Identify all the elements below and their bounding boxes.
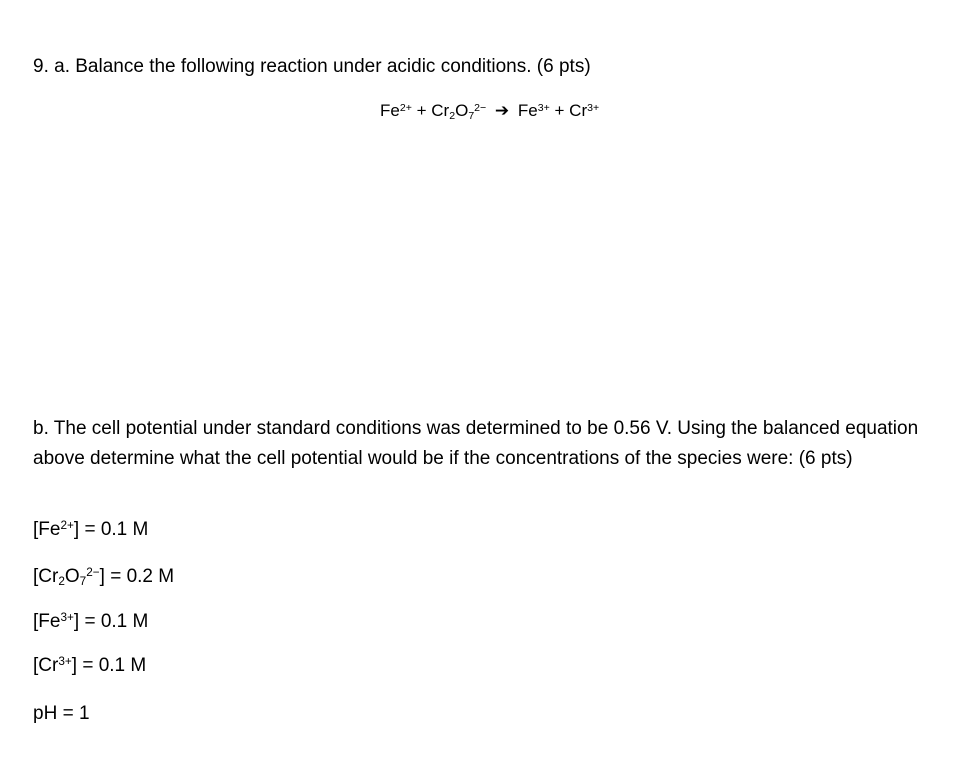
concentration-dichromate: [33, 564, 174, 590]
cr-subscript: 2: [58, 574, 65, 588]
fe-charge: 2+: [399, 101, 412, 114]
reaction-arrow-icon: ➔: [494, 101, 510, 120]
bracket-open: [: [33, 519, 39, 540]
concentration-value: ] = 0.1 M: [73, 519, 149, 540]
bracket-open: [: [33, 611, 39, 632]
cr-symbol: Cr: [38, 566, 59, 587]
concentration-value: ] = 0.1 M: [73, 611, 149, 632]
o-symbol: O: [64, 566, 80, 587]
fe-symbol: Fe: [380, 101, 400, 120]
product-fe: [518, 101, 550, 120]
o-subscript: 7: [79, 574, 87, 588]
redox-equation: [380, 99, 599, 123]
plus-sign: +: [554, 101, 565, 120]
fe-symbol: Fe: [38, 519, 61, 540]
plus-sign: +: [416, 101, 427, 120]
fe-symbol: Fe: [517, 101, 538, 120]
reactant-dichromate: [431, 101, 486, 120]
cr-subscript: 2: [449, 109, 456, 122]
dichromate-charge: 2−: [474, 101, 487, 114]
cr-symbol: Cr: [431, 101, 450, 120]
question-9b-prompt: b. The cell potential under standard conditions was determined to be 0.56 V. Using the balanced equation above determine what the cell potential would be if the concentrations of the species were: (6 pts): [33, 418, 919, 469]
fe-charge: 3+: [537, 101, 550, 114]
cr-symbol: Cr: [38, 655, 59, 676]
bracket-open: [: [33, 655, 39, 676]
fe-symbol: Fe: [38, 611, 61, 632]
dichromate-charge: 2−: [86, 566, 100, 580]
o-symbol: O: [455, 101, 469, 120]
product-cr: [569, 101, 599, 120]
ph-value: pH = 1: [33, 703, 90, 724]
cr-symbol: Cr: [569, 101, 588, 120]
concentration-value: ] = 0.1 M: [71, 655, 147, 676]
fe-charge: 3+: [60, 611, 74, 625]
o-subscript: 7: [468, 109, 475, 122]
concentration-fe2: [33, 517, 148, 543]
concentration-value: ] = 0.2 M: [99, 566, 175, 587]
bracket-open: [: [33, 566, 39, 587]
cr-charge: 3+: [58, 655, 72, 669]
question-9a-prompt: 9. a. Balance the following reaction under acidic conditions. (6 pts): [33, 56, 591, 77]
concentration-fe3: [33, 609, 148, 635]
cr-charge: 3+: [587, 101, 600, 114]
concentration-cr3: [33, 653, 146, 679]
fe-charge: 2+: [60, 519, 74, 533]
reactant-fe: [380, 101, 412, 120]
